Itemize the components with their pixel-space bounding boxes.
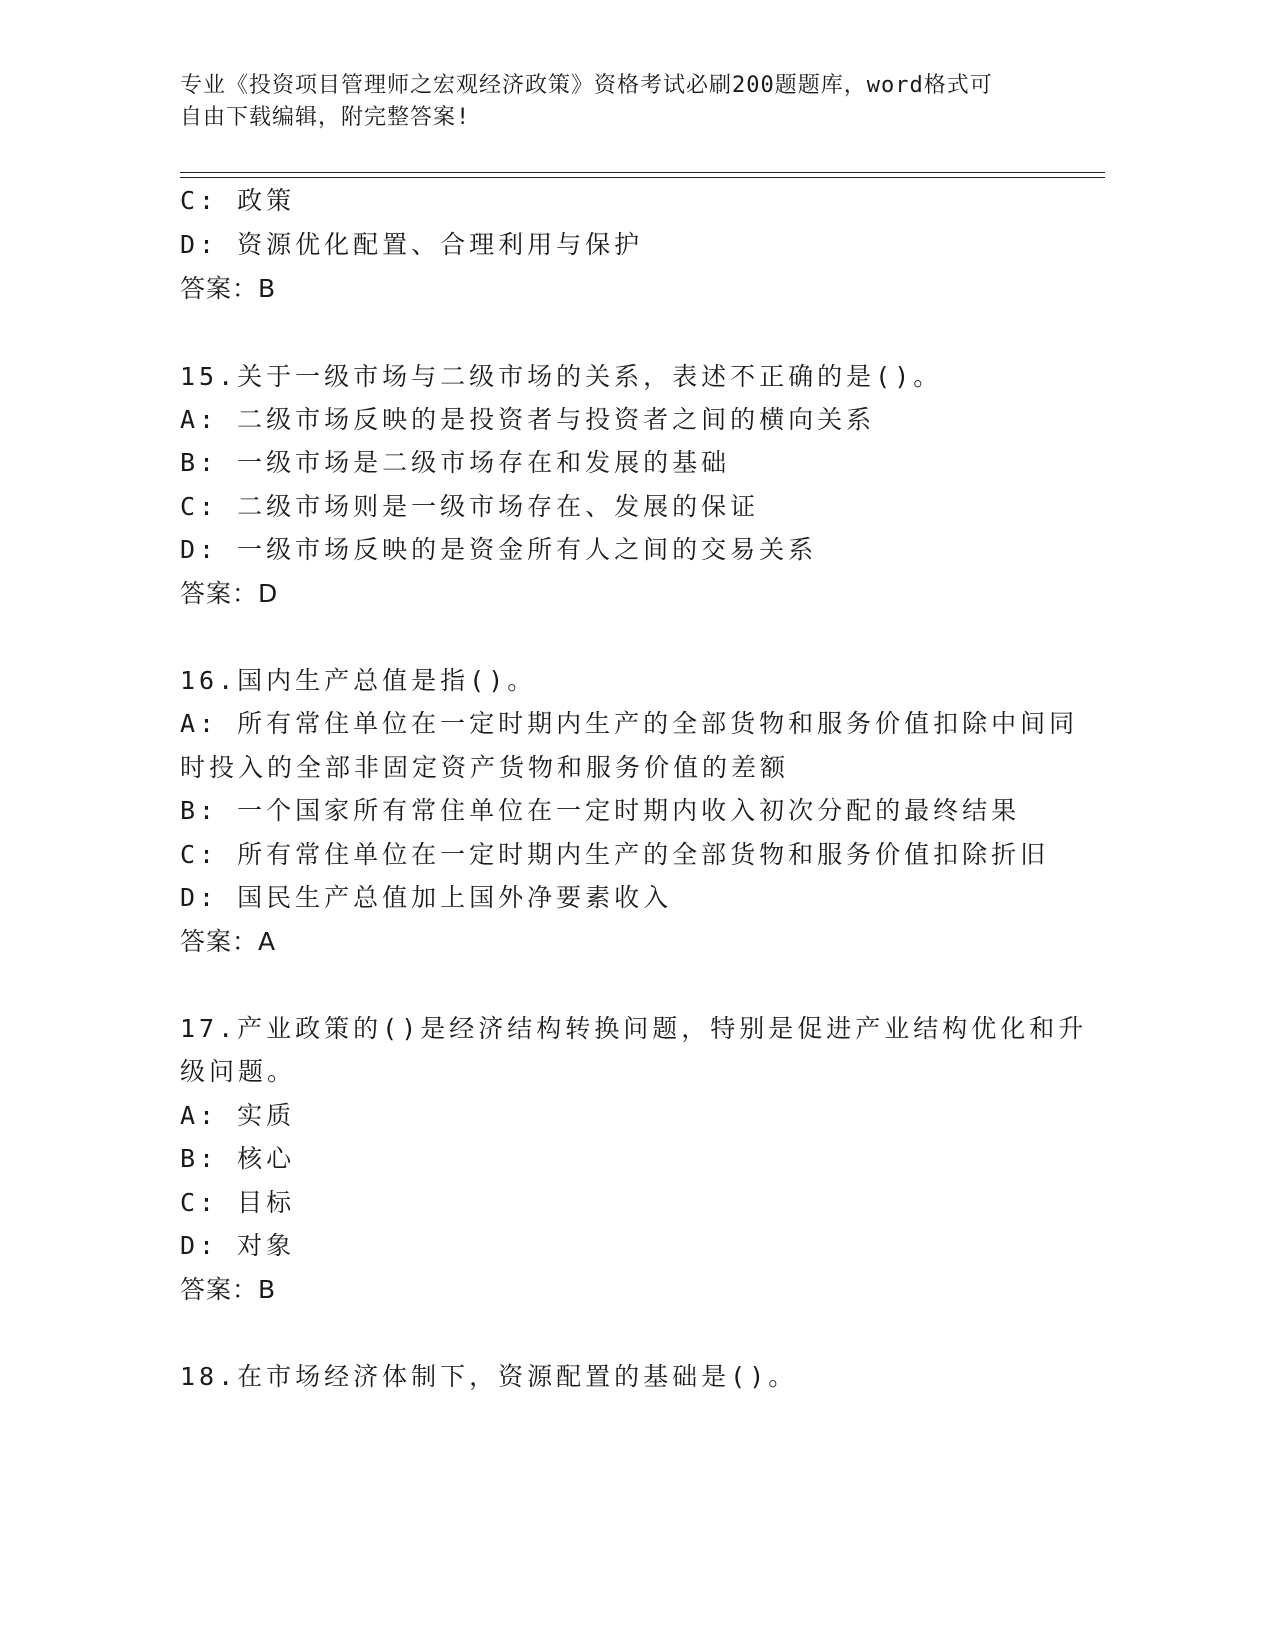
q16-option-d: D: 国民生产总值加上国外净要素收入 (180, 883, 673, 912)
q14-option-c: C: 政策 (180, 186, 296, 215)
q17-question-line-1: 17.产业政策的()是经济结构转换问题，特别是促进产业结构优化和升 (180, 1014, 1088, 1043)
q16-option-c: C: 所有常住单位在一定时期内生产的全部货物和服务价值扣除折旧 (180, 840, 1050, 869)
header-divider-top (180, 172, 1105, 173)
q17-option-a: A: 实质 (180, 1101, 296, 1130)
q16-option-a-line-2: 时投入的全部非固定资产货物和服务价值的差额 (180, 753, 790, 782)
q14-option-d: D: 资源优化配置、合理利用与保护 (180, 230, 644, 259)
header-title-line-2: 自由下载编辑，附完整答案! (180, 105, 471, 130)
q17-answer: 答案：B (180, 1275, 277, 1304)
q17-question-line-2: 级问题。 (180, 1057, 297, 1086)
q16-option-a-line-1: A: 所有常住单位在一定时期内生产的全部货物和服务价值扣除中间同 (180, 709, 1079, 738)
q15-answer: 答案：D (180, 579, 279, 608)
header-divider-bottom (180, 177, 1105, 178)
q15-option-b: B: 一级市场是二级市场存在和发展的基础 (180, 448, 731, 477)
q15-option-d: D: 一级市场反映的是资金所有人之间的交易关系 (180, 535, 818, 564)
q15-question: 15.关于一级市场与二级市场的关系，表述不正确的是()。 (180, 362, 943, 391)
q17-option-c: C: 目标 (180, 1188, 296, 1217)
q15-option-c: C: 二级市场则是一级市场存在、发展的保证 (180, 492, 760, 521)
q16-option-b: B: 一个国家所有常住单位在一定时期内收入初次分配的最终结果 (180, 796, 1021, 825)
header-title-line-1: 专业《投资项目管理师之宏观经济政策》资格考试必刷200题题库，word格式可 (180, 73, 993, 98)
q17-option-b: B: 核心 (180, 1144, 296, 1173)
document-header (180, 70, 1060, 134)
q16-question: 16.国内生产总值是指()。 (180, 666, 537, 695)
q15-option-a: A: 二级市场反映的是投资者与投资者之间的横向关系 (180, 405, 876, 434)
q14-answer: 答案：B (180, 274, 277, 303)
q16-answer: 答案：A (180, 927, 277, 956)
q18-question: 18.在市场经济体制下，资源配置的基础是()。 (180, 1362, 798, 1391)
q17-option-d: D: 对象 (180, 1231, 296, 1260)
